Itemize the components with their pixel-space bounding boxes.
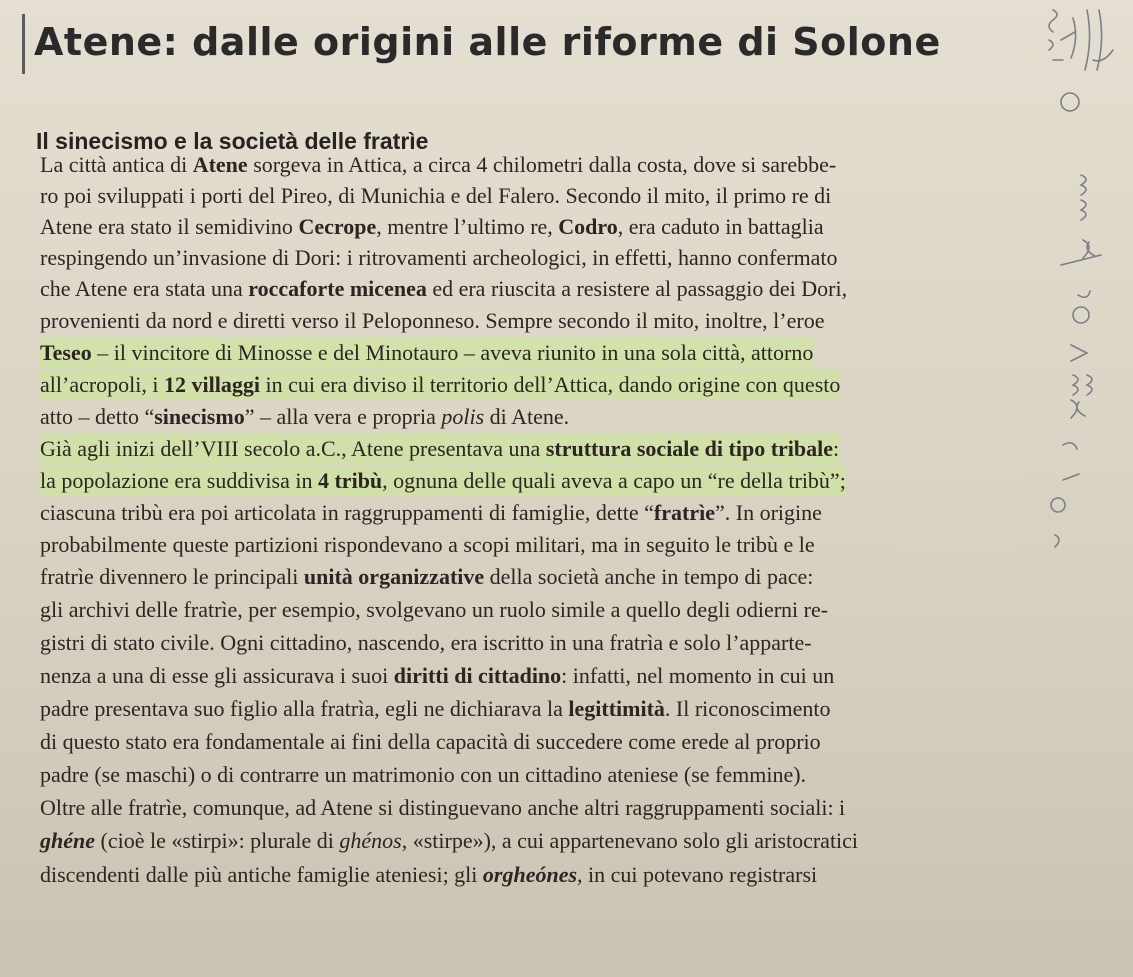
- text-run: della società anche in tempo di pace:: [484, 564, 814, 589]
- bold-term: Atene: [192, 152, 248, 177]
- text-run: : infatti, nel momento in cui un: [561, 663, 835, 688]
- text-line: [40, 370, 840, 400]
- page-title: Atene: dalle origini alle riforme di Solone: [34, 20, 941, 64]
- text-line: [40, 434, 839, 464]
- text-run: ”. In origine: [714, 500, 822, 525]
- text-run: respingendo un’invasione di Dori: i ritrovamenti archeologici, in effetti, hanno confermato: [40, 245, 838, 270]
- text-line: [40, 595, 828, 625]
- bold-term: legittimità: [568, 696, 665, 721]
- text-line: [40, 274, 847, 304]
- text-run: , in cui potevano registrarsi: [577, 862, 818, 887]
- text-run: padre (se maschi) o di contrarre un matrimonio con un cittadino ateniese (se femmine).: [40, 762, 807, 787]
- text-line: [40, 727, 821, 757]
- bold-term: fratrìe: [653, 500, 715, 525]
- italic-term: polis: [441, 404, 485, 429]
- text-line: [40, 694, 830, 724]
- bold-term: unità organizzative: [303, 564, 485, 589]
- text-run: – il vincitore di Minosse e del Minotauro – aveva riunito in una sola città, attorno: [91, 340, 814, 365]
- text-line: [40, 628, 812, 658]
- text-run: di Atene.: [484, 404, 570, 429]
- text-run: (cioè le «stirpi»: plurale di: [95, 828, 340, 853]
- text-run: discendenti dalle più antiche famiglie ateniesi; gli: [40, 862, 483, 887]
- bold-term: roccaforte micenea: [248, 276, 427, 301]
- text-run: Già agli inizi dell’VIII secolo a.C., Atene presentava una: [40, 436, 546, 461]
- bold-term: sinecismo: [154, 404, 245, 429]
- text-run: Oltre alle fratrìe, comunque, ad Atene si distinguevano anche altri raggruppamenti sociali: i: [40, 795, 846, 820]
- bold-term: ghéne: [40, 828, 95, 853]
- bold-term: Codro: [558, 214, 618, 239]
- bold-term: Cecrope: [298, 214, 377, 239]
- bold-term: orgheónes: [482, 862, 578, 887]
- text-line: [40, 826, 858, 856]
- text-line: [40, 760, 806, 790]
- text-run: , era caduto in battaglia: [617, 214, 824, 239]
- text-line: [40, 243, 837, 273]
- text-line: [40, 466, 846, 496]
- text-run: ciascuna tribù era poi articolata in raggruppamenti di famiglie, dette “: [40, 500, 654, 525]
- text-line: [40, 562, 813, 592]
- bold-term: 12 villaggi: [164, 372, 260, 397]
- text-run: :: [833, 436, 840, 461]
- text-line: [40, 530, 815, 560]
- bold-term: struttura sociale di tipo tribale: [545, 436, 834, 461]
- text-run: gistri di stato civile. Ogni cittadino, nascendo, era iscritto in una fratrìa e solo l’apparte-: [40, 630, 812, 655]
- text-run: la popolazione era suddivisa in: [40, 468, 318, 493]
- text-run: che Atene era stata una: [40, 276, 249, 301]
- text-run: atto – detto “: [40, 404, 155, 429]
- text-run: nenza a una di esse gli assicurava i suoi: [40, 663, 394, 688]
- text-line: [40, 150, 836, 180]
- text-run: sorgeva in Attica, a circa 4 chilometri dalla costa, dove si sarebbe-: [247, 152, 837, 177]
- text-run: , «stirpe»), a cui appartenevano solo gli aristocratici: [401, 828, 859, 853]
- text-line: [40, 306, 824, 336]
- text-run: , ognuna delle quali aveva a capo un “re della tribù”;: [382, 468, 846, 493]
- text-run: ” – alla vera e propria: [244, 404, 442, 429]
- title-rule: [22, 14, 25, 74]
- text-run: ed era riuscita a resistere al passaggio dei Dori,: [426, 276, 848, 301]
- text-run: . Il riconoscimento: [664, 696, 831, 721]
- text-run: padre presentava suo figlio alla fratrìa, egli ne dichiarava la: [40, 696, 569, 721]
- text-run: La città antica di: [40, 152, 193, 177]
- text-run: ro poi sviluppati i porti del Pireo, di Munichia e del Falero. Secondo il mito, il primo re di: [40, 183, 832, 208]
- text-run: di questo stato era fondamentale ai fini della capacità di succedere come erede al proprio: [40, 729, 821, 754]
- text-line: [40, 661, 834, 691]
- text-line: [40, 793, 845, 823]
- text-line: [40, 212, 824, 242]
- italic-term: ghénos: [339, 828, 402, 853]
- section-heading: Il sinecismo e la società delle fratrìe: [36, 128, 429, 154]
- text-line: [40, 860, 817, 890]
- text-run: , mentre l’ultimo re,: [376, 214, 559, 239]
- text-run: gli archivi delle fratrìe, per esempio, svolgevano un ruolo simile a quello degli odierni re-: [40, 597, 829, 622]
- handwritten-margin-notes: [1043, 0, 1133, 977]
- text-run: all’acropoli, i: [40, 372, 165, 397]
- text-run: provenienti da nord e diretti verso il Peloponneso. Sempre secondo il mito, inoltre, l’eroe: [40, 308, 825, 333]
- text-line: [40, 402, 569, 432]
- bold-term: Teseo: [40, 340, 92, 365]
- text-line: [40, 338, 813, 368]
- text-run: fratrìe divennero le principali: [40, 564, 304, 589]
- text-run: Atene era stato il semidivino: [40, 214, 299, 239]
- text-run: in cui era diviso il territorio dell’Attica, dando origine con questo: [259, 372, 841, 397]
- bold-term: diritti di cittadino: [393, 663, 562, 688]
- text-line: [40, 498, 822, 528]
- text-run: probabilmente queste partizioni rispondevano a scopi militari, ma in seguito le tribù e le: [40, 532, 815, 557]
- bold-term: 4 tribù: [317, 468, 383, 493]
- text-line: [40, 181, 831, 211]
